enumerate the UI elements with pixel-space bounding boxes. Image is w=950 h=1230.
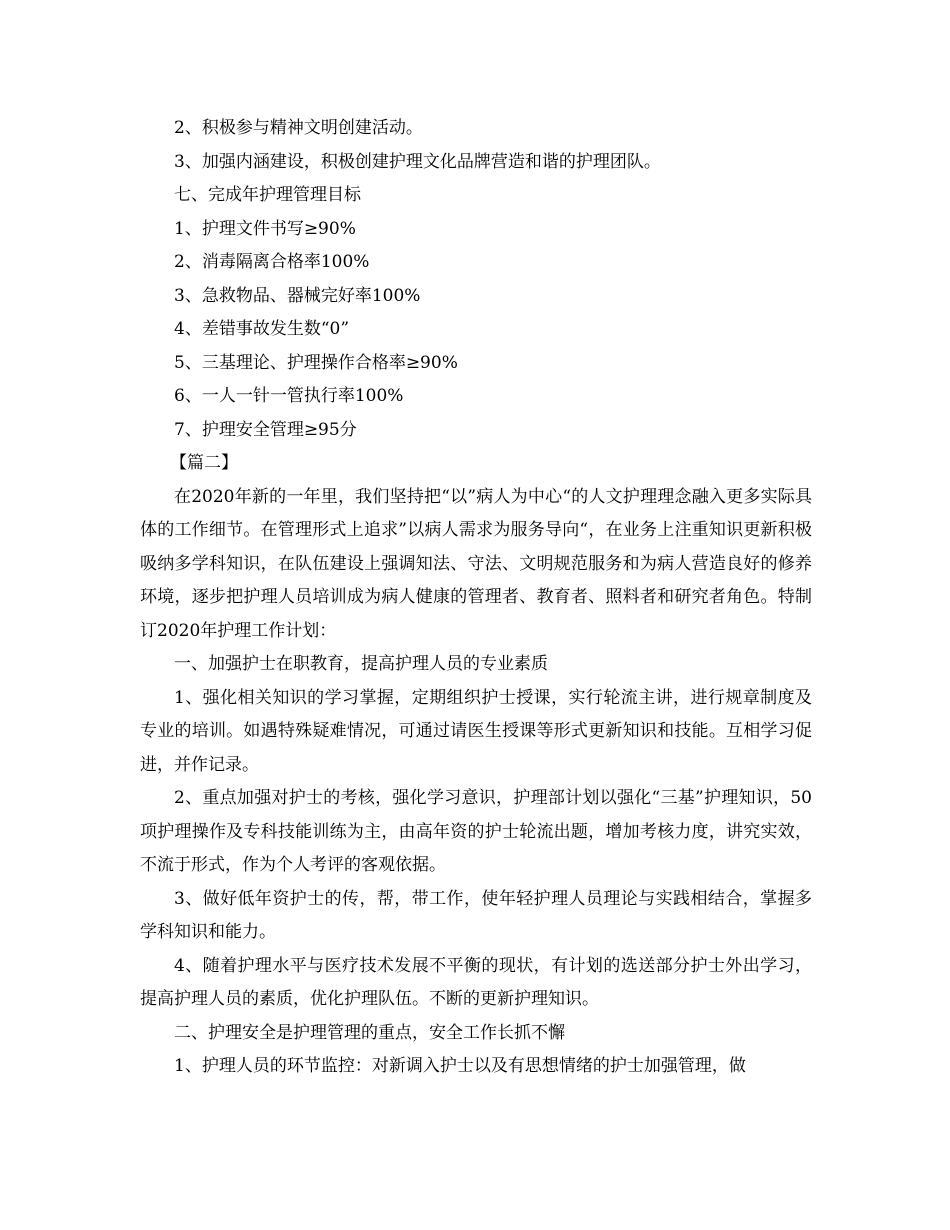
- section-heading: 一、加强护士在职教育，提高护理人员的专业素质: [174, 654, 548, 674]
- section-paragraph: 4、随着护理水平与医疗技术发展不平衡的现状，有计划的选送部分护士外出学习，提高护理人员的素质，优化护理队伍。不断的更新护理知识。: [140, 955, 812, 1009]
- goal-item: 7、护理安全管理≥95分: [174, 419, 357, 440]
- goal-item: 6、一人一针一管执行率100%: [174, 386, 404, 406]
- goal-item: 4、差错事故发生数“0”: [174, 319, 350, 339]
- section-paragraph: 3、做好低年资护士的传，帮，带工作，使年轻护理人员理论与实践相结合，掌握多学科知识和能力。: [140, 888, 812, 942]
- goal-item: 5、三基理论、护理操作合格率≥90%: [174, 352, 458, 373]
- list-item: 3、加强内涵建设，积极创建护理文化品牌营造和谐的护理团队。: [174, 151, 661, 172]
- section-paragraph: 1、强化相关知识的学习掌握，定期组织护士授课，实行轮流主讲，进行规章制度及专业的培训。如遇特殊疑难情况，可通过请医生授课等形式更新知识和技能。互相学习促进，并作记录。: [140, 687, 812, 775]
- document-body: [140, 112, 812, 1084]
- part-label: 【篇二】: [170, 453, 238, 473]
- list-item: 2、积极参与精神文明创建活动。: [174, 118, 423, 138]
- goal-item: 2、消毒隔离合格率100%: [174, 252, 370, 272]
- goal-item: 3、急救物品、器械完好率100%: [174, 285, 421, 306]
- intro-paragraph: 在2020年新的一年里，我们坚持把“以”病人为中心“的人文护理理念融入更多实际具体的工作细节。在管理形式上追求”以病人需求为服务导向“，在业务上注重知识更新积极吸纳多学科知识，在队伍建设上强调知法、守法、文明规范服务和为病人营造良好的修养环境，逐步把护理人员培训成为病人健康的管理者、教育者、照料者和研究者角色。特制订2020年护理工作计划：: [140, 486, 812, 641]
- section-paragraph: 1、护理人员的环节监控：对新调入护士以及有思想情绪的护士加强管理，做: [174, 1056, 746, 1076]
- section-heading: 七、完成年护理管理目标: [174, 185, 361, 205]
- section-paragraph: 2、重点加强对护士的考核，强化学习意识，护理部计划以强化“三基”护理知识，50项护理操作及专科技能训练为主，由高年资的护士轮流出题，增加考核力度，讲究实效，不流于形式，作为个人考评的客观依据。: [140, 788, 812, 875]
- goal-item: 1、护理文件书写≥90%: [174, 218, 356, 239]
- section-heading: 二、护理安全是护理管理的重点，安全工作长抓不懈: [174, 1022, 565, 1043]
